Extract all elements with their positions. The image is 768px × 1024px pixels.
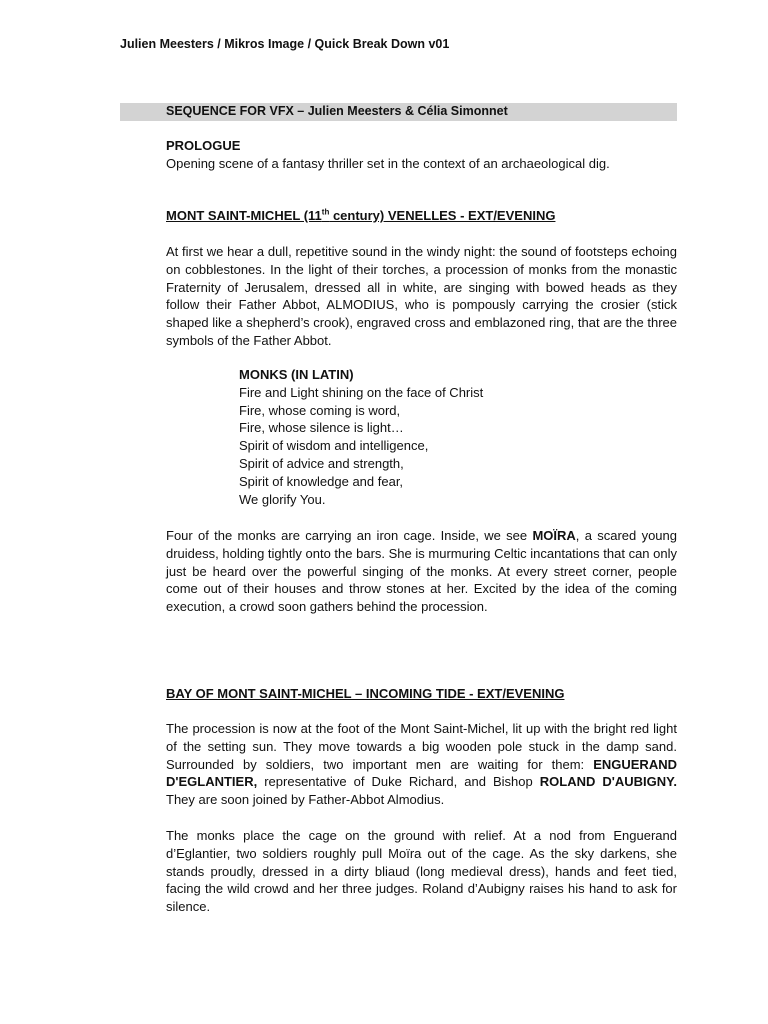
- sequence-band: [120, 103, 677, 121]
- sequence-title: SEQUENCE FOR VFX – Julien Meesters & Célia Simonnet: [166, 104, 508, 118]
- scene1-heading-a: MONT SAINT-MICHEL (11: [166, 208, 322, 223]
- character-name-roland: ROLAND D'AUBIGNY.: [539, 774, 677, 790]
- prologue-heading: PROLOGUE: [166, 138, 241, 153]
- scene2-paragraph-1: [166, 720, 677, 809]
- chant-line: Spirit of wisdom and intelligence,: [239, 438, 429, 454]
- scene2-paragraph-2: The monks place the cage on the ground with relief. At a nod from Enguerand d’Eglantier, two soldiers roughly pull Moïra out of the cage. As the sky darkens, she stands proudly, dressed in a dirty bliaud (long medieval dress), hands and feet tied, facing the wild crowd and her three judges. Roland d’Aubigny raises his hand to ask for silence.: [166, 828, 677, 915]
- chant-line: Fire, whose silence is light…: [239, 420, 404, 436]
- chant-block: [239, 366, 483, 508]
- scene1b-paragraph: [166, 527, 677, 616]
- scene1b-text-a: Four of the monks are carrying an iron cage. Inside, we see: [166, 528, 533, 543]
- chant-heading: MONKS (IN LATIN): [239, 367, 354, 382]
- character-name-moira: MOÏRA: [532, 528, 576, 543]
- scene1b-text-b: , a scared young druidess, holding tightly onto the bars. She is murmuring Celtic incantations that can only just be heard over the powerful singing of the monks. At every street corner, people come out of their houses and throw stones at her. Excited by the idea of the coming execution, a crowd soon gathers behind the procession.: [166, 528, 677, 615]
- chant-line: Fire and Light shining on the face of Christ: [239, 384, 484, 400]
- document-header: Julien Meesters / Mikros Image / Quick Break Down v01: [120, 37, 450, 51]
- scene1-heading-sup: th: [321, 207, 330, 217]
- chant-line: Fire, whose coming is word,: [239, 402, 401, 418]
- scene2-heading-text: BAY OF MONT SAINT-MICHEL – INCOMING TIDE - EXT/EVENING: [166, 686, 565, 701]
- scene1-heading: [166, 207, 677, 225]
- scene2-p1-b: representative of Duke Richard, and Bishop: [257, 774, 540, 790]
- chant-line: We glorify You.: [239, 491, 326, 507]
- scene2-heading: [166, 685, 677, 703]
- scene2-p1-c: They are soon joined by Father-Abbot Almodius.: [166, 792, 445, 808]
- scene2-p1-a: The procession is now at the foot of the Mont Saint-Michel, lit up with the bright red light of the setting sun. They move towards a big wooden pole stuck in the damp sand. Surrounded by soldiers, two important men are waiting for them:: [166, 721, 677, 772]
- prologue-block: [166, 137, 677, 173]
- character-name-enguerand: ENGUERAND D'EGLANTIER,: [166, 756, 677, 790]
- chant-line: Spirit of advice and strength,: [239, 455, 404, 471]
- scene1-heading-b: century) VENELLES - EXT/EVENING: [329, 208, 556, 223]
- scene1-paragraph: At first we hear a dull, repetitive sound in the windy night: the sound of footsteps echoing on cobblestones. In the light of their torches, a procession of monks from the monastic Fraternity of Jerusalem, dressed all in white, are singing with bowed heads as they follow their Father Abbot, ALMODIUS, who is pompously carrying the crosier (stick shaped like a shepherd’s crook), engraved cross and emblazoned ring, that are the three symbols of the Father Abbot.: [166, 244, 677, 348]
- prologue-text: Opening scene of a fantasy thriller set in the context of an archaeological dig.: [166, 155, 610, 171]
- chant-line: Spirit of knowledge and fear,: [239, 473, 404, 489]
